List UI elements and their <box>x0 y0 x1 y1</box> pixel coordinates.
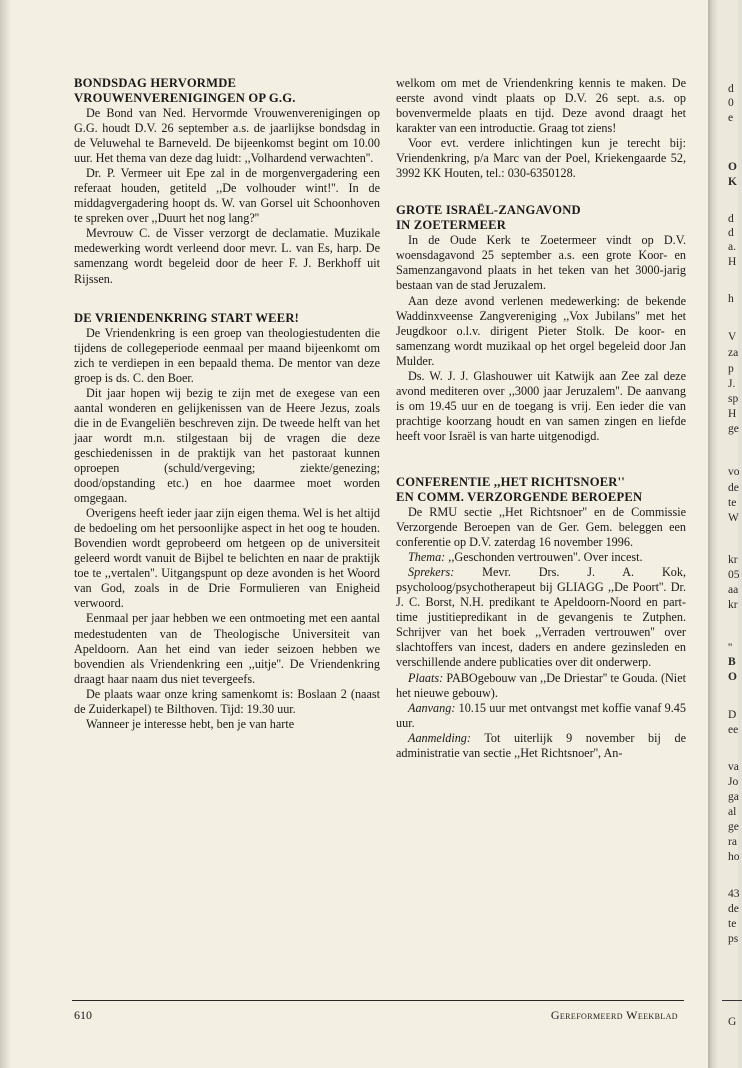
paragraph: De RMU sectie ,,Het Richtsnoer'' en de Commissie Verzorgende Beroepen van de Ger. Gem. beleggen een conferentie op D.V. zaterdag 16 november 1996. <box>396 504 686 550</box>
next-page-text-fragment: G <box>728 1016 737 1028</box>
next-page-text-fragment: e <box>728 112 734 124</box>
next-page-text-fragment: aa <box>728 584 739 596</box>
paragraph-thema: Thema: ,,Geschonden vertrouwen''. Over incest. <box>408 550 643 565</box>
next-page-text-fragment: p <box>728 363 734 375</box>
next-page-text-fragment: al <box>728 806 737 818</box>
next-page-text-fragment: H <box>728 256 737 268</box>
next-page-text-fragment: de <box>728 482 739 494</box>
paragraph: Ds. W. J. J. Glashouwer uit Katwijk aan Zee zal deze avond mediteren over ,,3000 jaar Jeruzalem''. De aanvang is om 19.45 uur en de toegang is vrij. Een ieder die van prachtige koorzang houdt en van samen zingen en liefde heeft voor Israël is van harte uitgenodigd. <box>396 368 686 443</box>
next-page-text-fragment: 05 <box>728 569 740 581</box>
next-page-text-fragment: V <box>728 331 737 343</box>
paragraph: Wanneer je interesse hebt, ben je van harte <box>86 716 295 731</box>
article-heading-vriendenkring: DE VRIENDENKRING START WEER! <box>74 310 300 325</box>
next-page-text-fragment: te <box>728 918 737 930</box>
next-page-text-fragment: ps <box>728 933 739 945</box>
paragraph-aanvang: Aanvang: 10.15 uur met ontvangst met koffie vanaf 9.45 uur. <box>396 700 686 730</box>
paragraph: Aan deze avond verlenen medewerking: de bekende Waddinxveense Zangvereniging ,,Vox Jubilans'' met het Jeugdkoor o.l.v. dirigent Pieter Stolk. De koor- en samenzang wordt muzikaal op het orgel begeleid door Jan Mulder. <box>396 293 686 368</box>
next-page-text-fragment: O <box>728 671 737 683</box>
next-page-text-fragment: O <box>728 161 737 173</box>
next-page-edge <box>708 0 738 1068</box>
paragraph-sprekers: Sprekers: Mevr. Drs. J. A. Kok, psycholoog/psychotherapeut bij GLIAGG ,,De Poort''. Dr. J. C. Borst, N.H. predikant te Apeldoorn-Noord en part-time justitiepredikant in de gevangenis te Zutphen. Schrijver van het boek ,,Verraden vertrouwen'' over slachtoffers van incest, daders en andere gezinsleden en verschillende andere publicaties over dit onderwerp. <box>396 565 686 670</box>
next-page-text-fragment: W <box>728 512 739 524</box>
next-page-text-fragment: d <box>728 83 734 95</box>
next-page-text-fragment: '' <box>728 642 733 654</box>
paragraph-aanmelding: Aanmelding: Tot uiterlijk 9 november bij de administratie van sectie ,,Het Richtsnoer'', An- <box>396 730 686 760</box>
next-page-text-fragment: J. <box>728 378 736 390</box>
running-title: Gereformeerd Weekblad <box>550 1008 678 1022</box>
left-column <box>74 76 380 732</box>
next-page-text-fragment: 43 <box>728 888 740 900</box>
paragraph-continued: welkom om met de Vriendenkring kennis te maken. De eerste avond vindt plaats op D.V. 26 sept. a.s. op bovenvermelde plaats en tijd. Deze avond draagt het karakter van een introductie. Graag tot ziens! <box>396 76 686 136</box>
next-page-text-fragment: de <box>728 903 739 915</box>
right-column <box>396 76 686 761</box>
paragraph: De plaats waar onze kring samenkomt is: Boslaan 2 (naast de Zuiderkapel) te Bilthoven. Tijd: 19.30 uur. <box>74 686 380 716</box>
article-heading-bondsdag: BONDSDAG HERVORMDE VROUWENVERENIGINGEN OP G.G. <box>74 76 296 105</box>
paragraph-plaats: Plaats: PABOgebouw van ,,De Driestar'' te Gouda. (Niet het nieuwe gebouw). <box>396 670 686 700</box>
next-page-text-fragment: B <box>728 656 736 668</box>
next-page-text-fragment: ge <box>728 423 739 435</box>
next-page-text-fragment: d <box>728 227 734 239</box>
next-page-text-fragment: ho <box>728 851 740 863</box>
next-page-footer-rule <box>722 1000 742 1001</box>
next-page-text-fragment: ga <box>728 791 739 803</box>
page-number: 610 <box>74 1008 92 1022</box>
paragraph: Eenmaal per jaar hebben we een ontmoeting met een aantal medestudenten van de Theologische Universiteit van Apeldoorn. Aan het eind van ieder seizoen hebben we bovendien als Vriendenkring een ,,uitje''. De Vriendenkring draagt haar naam dus niet tevergeefs. <box>74 611 380 686</box>
next-page-text-fragment: H <box>728 408 737 420</box>
next-page-text-fragment: a. <box>728 241 736 253</box>
next-page-text-fragment: ra <box>728 836 737 848</box>
paragraph: Voor evt. verdere inlichtingen kun je terecht bij: Vriendenkring, p/a Marc van der Poel, Kriekengaarde 52, 3992 KK Houten, tel.: 030-6350128. <box>396 136 686 181</box>
next-page-text-fragment: sp <box>728 393 739 405</box>
next-page-text-fragment: kr <box>728 554 738 566</box>
paragraph: De Vriendenkring is een groep van theologiestudenten die tijdens de collegeperiode eenmaal per maand bijeenkomt om zich te verdiepen in een bepaald thema. De mentor van deze groep is ds. C. den Boer. <box>74 325 380 385</box>
next-page-text-fragment: d <box>728 213 734 225</box>
next-page-text-fragment: te <box>728 497 737 509</box>
next-page-text-fragment: Jo <box>728 776 739 788</box>
article-heading-israel-zangavond: GROTE ISRAËL-ZANGAVOND IN ZOETERMEER <box>396 203 581 233</box>
next-page-text-fragment: D <box>728 709 737 721</box>
paragraph: Dr. P. Vermeer uit Epe zal in de morgenvergadering een referaat houden, getiteld ,,De volhouder wint!''. In de middagvergadering hoopt ds. W. van Gorsel uit Schoonhoven te spreken over ,,Duurt het nog lang?'' <box>74 166 380 226</box>
next-page-text-fragment: va <box>728 761 739 773</box>
next-page-text-fragment: vo <box>728 466 740 478</box>
next-page-text-fragment: ee <box>728 724 739 736</box>
next-page-text-fragment: za <box>728 347 739 359</box>
paragraph: Dit jaar hopen wij bezig te zijn met de exegese van een aantal wonderen en gelijkenissen van de Heere Jezus, zoals die in de Evangeliën beschreven zijn. De tweede helft van het jaar wordt m.n. stilgestaan bij de vragen die deze geschiedenissen in de praktijk van het pastoraat kunnen oproepen (schuld/vergeving; ziekte/genezing; dood/opstanding etc.) en hoe daarmee moet worden omgegaan. <box>74 385 380 506</box>
paragraph: De Bond van Ned. Hervormde Vrouwenverenigingen op G.G. houdt D.V. 26 september a.s. de jaarlijkse bondsdag in de Veluwehal te Barneveld. De bijeenkomst begint om 10.00 uur. Het thema van deze dag luidt: ,,Volhardend verwachten''. <box>74 106 380 166</box>
article-heading-conferentie: CONFERENTIE ,,HET RICHTSNOER'' EN COMM. VERZORGENDE BEROEPEN <box>396 474 643 504</box>
paragraph: Overigens heeft ieder jaar zijn eigen thema. Wel is het altijd de bedoeling om het persoonlijke aspect in het oog te houden. Bovendien wordt geprobeerd om hetgeen op de universiteit geleerd wordt vanuit de Bijbel te belichten en naar de praktijk toe te ,,vertalen''. Uitgangspunt op deze avonden is het Woord van God, zoals in de Drie Formulieren van Enigheid verwoord. <box>74 506 380 611</box>
next-page-text-fragment: h <box>728 293 734 305</box>
paragraph: Mevrouw C. de Visser verzorgt de declamatie. Muzikale medewerking wordt verleend door mevr. L. van Es, harp. De samenzang wordt begeleid door de heer F. J. Berkhoff uit Rijssen. <box>74 226 380 286</box>
next-page-text-fragment: K <box>728 176 737 188</box>
next-page-text-fragment: ge <box>728 821 739 833</box>
paragraph: In de Oude Kerk te Zoetermeer vindt op D.V. woensdagavond 25 september a.s. een grote Koor- en Samenzangavond plaats in het teken van het 3000-jarig bestaan van de stad Jeruzalem. <box>396 233 686 293</box>
next-page-text-fragment: 0 <box>728 97 734 109</box>
footer-rule <box>72 1000 684 1001</box>
page-binding-shadow <box>0 0 10 1068</box>
next-page-text-fragment: kr <box>728 599 738 611</box>
